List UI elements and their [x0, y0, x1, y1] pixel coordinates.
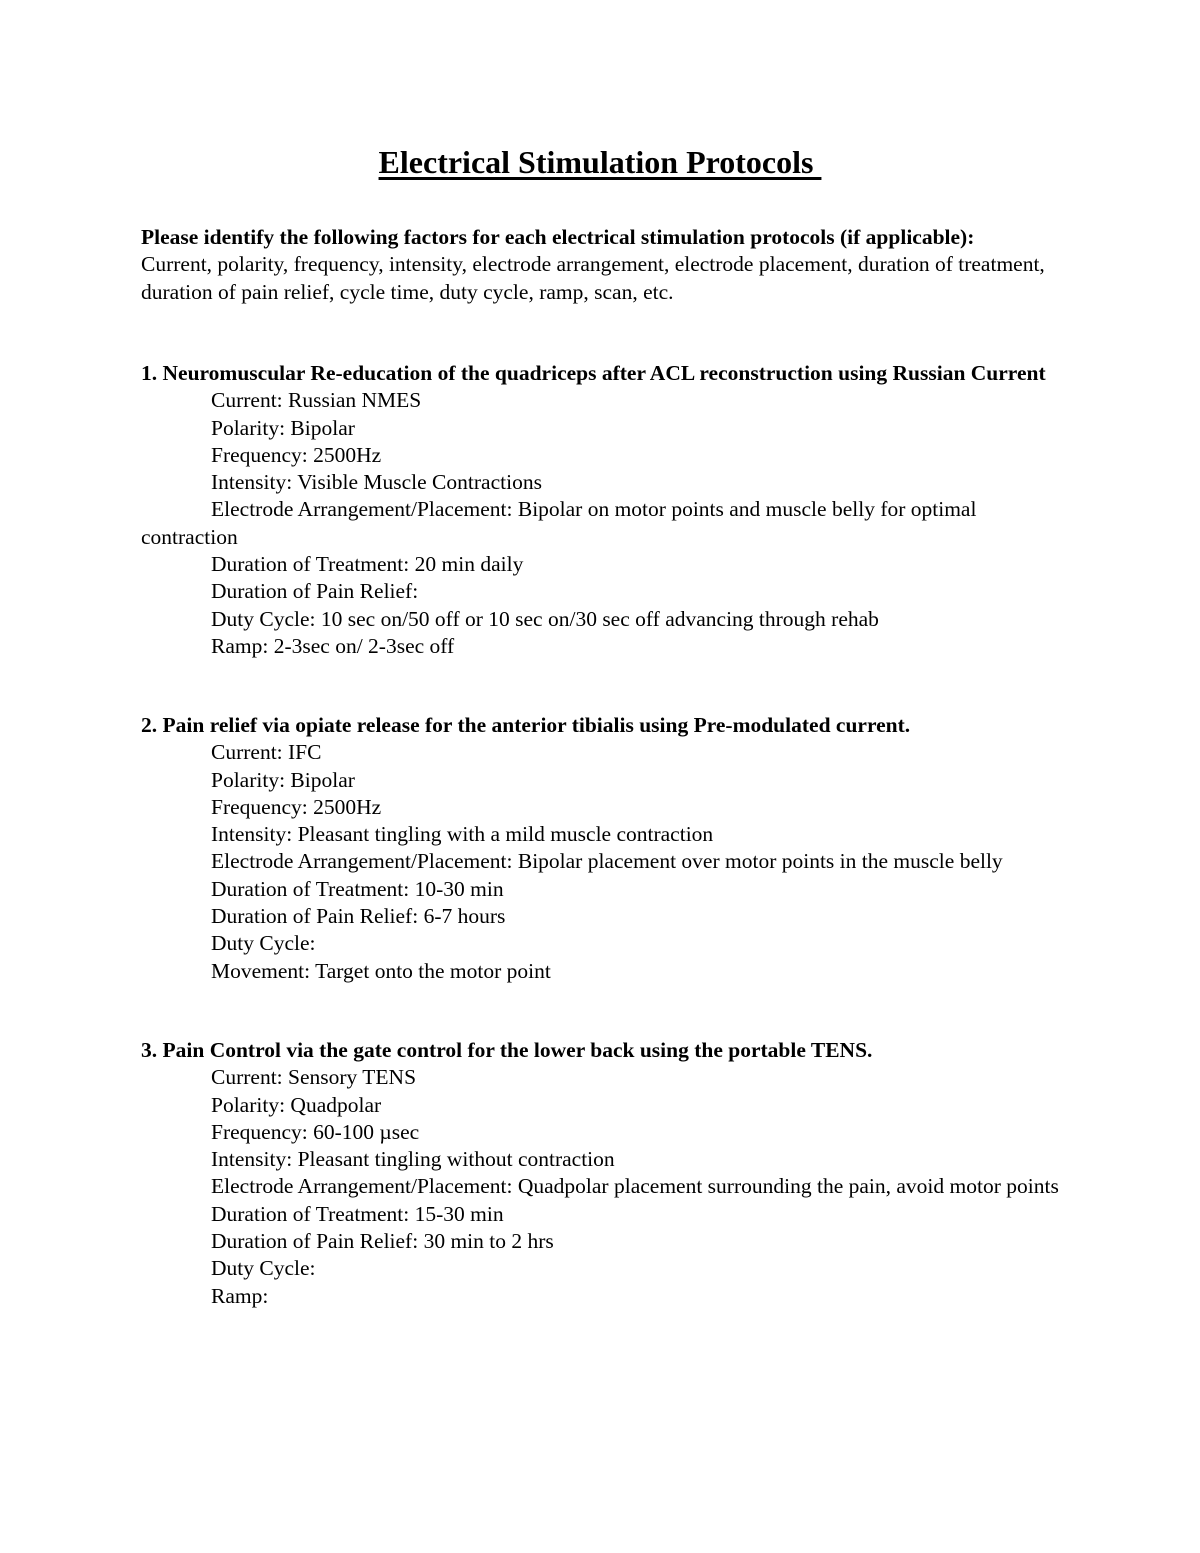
protocol-field-electrode: Electrode Arrangement/Placement: Bipolar on motor points and muscle belly for optimal contraction [141, 497, 977, 549]
protocol-field-current: Current: IFC [211, 740, 322, 765]
protocol-heading: 3. Pain Control via the gate control for the lower back using the portable TENS. [141, 1038, 873, 1062]
protocol-3 [141, 1037, 1066, 1310]
protocol-field-polarity: Polarity: Bipolar [211, 767, 355, 792]
protocol-field-treatment-duration: Duration of Treatment: 10-30 min [211, 876, 504, 901]
protocol-heading: 2. Pain relief via opiate release for the anterior tibialis using Pre-modulated current. [141, 713, 911, 737]
protocol-field-ramp: Ramp: 2-3sec on/ 2-3sec off [211, 633, 455, 658]
protocol-field-intensity: Intensity: Pleasant tingling without contraction [211, 1147, 615, 1172]
protocol-field-frequency: Frequency: 2500Hz [211, 794, 382, 819]
instructions-lead: Please identify the following factors for each electrical stimulation protocols (if applicable): [141, 225, 975, 249]
protocol-field-treatment-duration: Duration of Treatment: 15-30 min [211, 1201, 504, 1226]
protocol-field-movement: Movement: Target onto the motor point [211, 958, 551, 983]
page-title: Electrical Stimulation Protocols [378, 144, 822, 180]
protocol-1 [141, 360, 1066, 660]
protocol-field-intensity: Intensity: Visible Muscle Contractions [211, 470, 542, 495]
protocol-field-polarity: Polarity: Bipolar [211, 415, 355, 440]
protocol-field-current: Current: Sensory TENS [211, 1065, 417, 1090]
protocol-field-current: Current: Russian NMES [211, 388, 422, 413]
protocol-field-ramp: Ramp: [211, 1283, 269, 1308]
protocol-field-polarity: Polarity: Quadpolar [211, 1092, 382, 1117]
protocol-field-frequency: Frequency: 60-100 µsec [211, 1119, 420, 1144]
protocol-field-pain-relief-duration: Duration of Pain Relief: [211, 579, 419, 604]
protocol-field-pain-relief-duration: Duration of Pain Relief: 30 min to 2 hrs [211, 1229, 554, 1254]
instructions [141, 224, 1066, 306]
protocol-2 [141, 712, 1066, 985]
protocol-heading: 1. Neuromuscular Re-education of the quadriceps after ACL reconstruction using Russian Current [141, 361, 1046, 385]
protocol-field-duty-cycle: Duty Cycle: [211, 1256, 316, 1281]
protocol-field-electrode: Electrode Arrangement/Placement: Bipolar placement over motor points in the muscle belly [211, 849, 1003, 874]
protocol-field-electrode: Electrode Arrangement/Placement: Quadpolar placement surrounding the pain, avoid motor points [211, 1174, 1059, 1199]
protocol-field-intensity: Intensity: Pleasant tingling with a mild muscle contraction [211, 822, 714, 847]
protocol-field-duty-cycle: Duty Cycle: 10 sec on/50 off or 10 sec on/30 sec off advancing through rehab [211, 606, 879, 631]
instructions-text: Current, polarity, frequency, intensity, electrode arrangement, electrode placement, duration of treatment, duration of pain relief, cycle time, duty cycle, ramp, scan, etc. [141, 252, 1045, 304]
protocol-field-frequency: Frequency: 2500Hz [211, 442, 382, 467]
protocol-field-duty-cycle: Duty Cycle: [211, 931, 316, 956]
protocol-field-pain-relief-duration: Duration of Pain Relief: 6-7 hours [211, 904, 506, 929]
protocol-field-treatment-duration: Duration of Treatment: 20 min daily [211, 552, 524, 577]
